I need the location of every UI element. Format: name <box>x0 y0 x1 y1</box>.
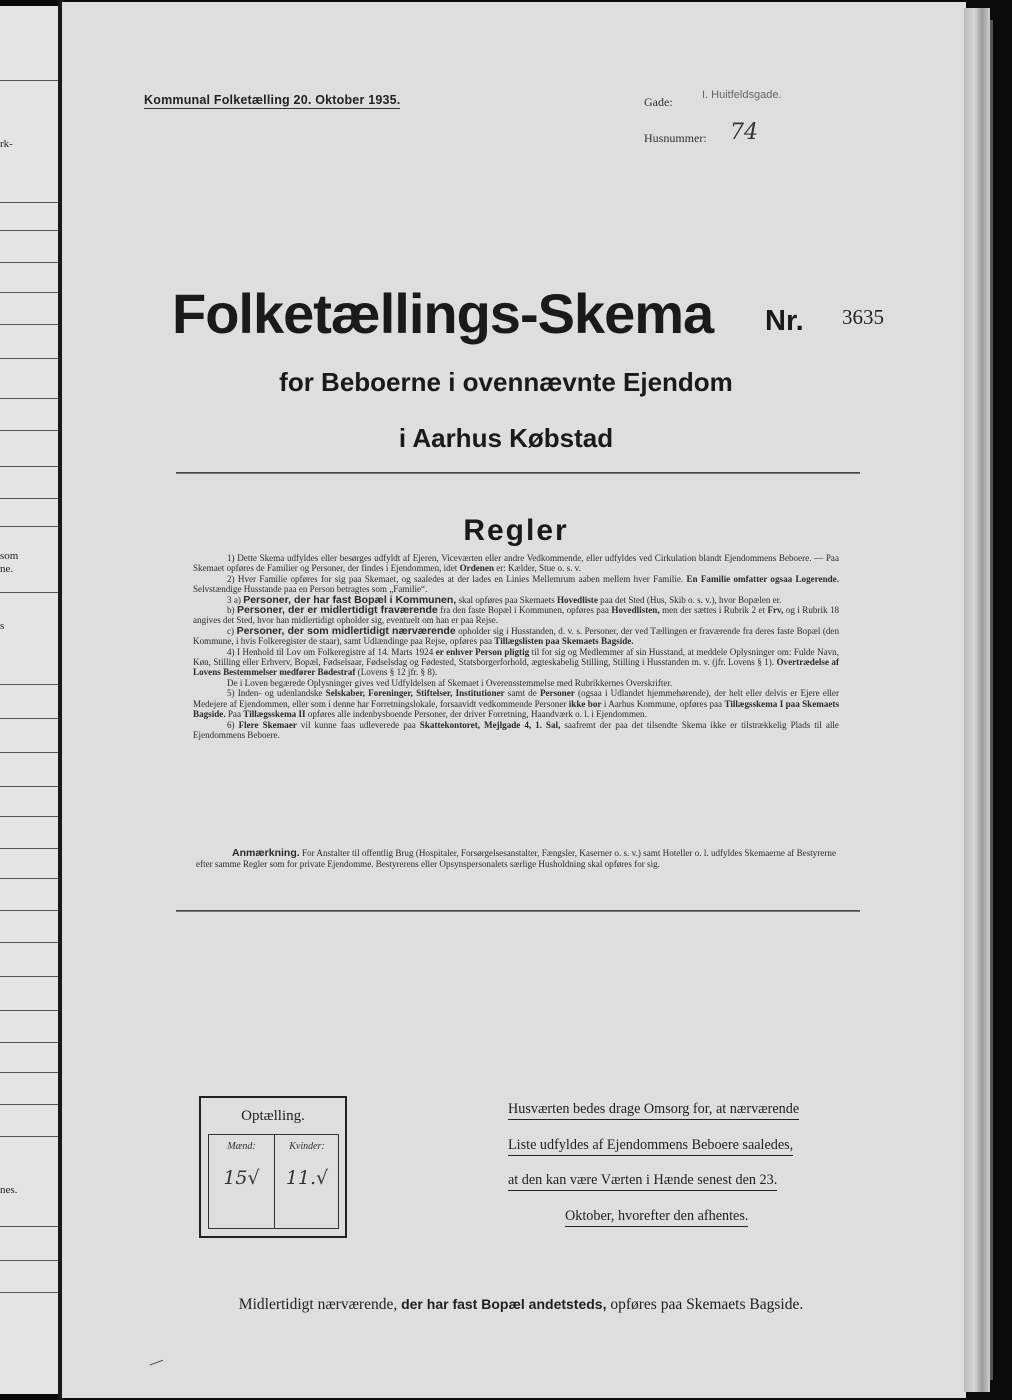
remark-lead: Anmærkning. <box>232 847 300 859</box>
left-page-rule <box>0 498 58 499</box>
left-page-rule <box>0 1042 58 1043</box>
left-page-fragment: ne. <box>0 563 14 575</box>
remark-paragraph <box>196 848 836 869</box>
left-page-rule <box>0 942 58 943</box>
rule-4: 4) I Henhold til Lov om Folkeregistre af 14. Marts 1924 er enhver Person pligtig til for sig og Medlemmer af sin Husstand, at meddele Oplysninger om: Fulde Navn, Køn, Stilling eller Erhverv, Bopæl, Fødselsaar, Fødselsdag og Fødested, Statsborgerforhold, ægteskabelig Stilling, Stilling i Husstanden m. v. (jfr. Lovens § 1). Overtrædelse af Lovens Bestemmelser medfører Bødestraf (Lovens § 12 jfr. § 8). <box>193 646 840 678</box>
left-page-fragment: s <box>0 620 5 632</box>
left-page-fragment: som <box>0 550 19 562</box>
page-edge-stack <box>964 8 990 1392</box>
rule-3b: b) Personer, der er midlertidigt fraværende fra den faste Bopæl i Kommunen, opføres paa Hovedlisten, men der sættes i Rubrik 2 et Frv, og i Rubrik 18 angives det Sted, hvor han midlertidigt opholder sig, eventuelt om han er paa Rejse. <box>193 604 840 626</box>
rule-6: 6) Flere Skemaer vil kunne faas udleverede paa Skattekontoret, Mejlgade 4, 1. Sal, saafremt der paa det tilsendte Skema ikke er tilstrækkelig Plads til alle Ejendommens Beboere. <box>193 719 839 740</box>
rule-3a: 3 a) Personer, der har fast Bopæl i Kommunen, skal opføres paa Skemaets Hovedliste paa det Sted (Hus, Skib o. s. v.), hvor Bopælen er. <box>227 593 782 606</box>
rule-5: 5) Inden- og udenlandske Selskaber, Foreninger, Stiftelser, Institutioner samt de Personer (ogsaa i Udlandet hjemmehørende), der helt eller delvis er Ejere eller Medejere af Ejendommen, eller som i denne har Forretningslokale, forsaavidt vedkommende Personer ikke bor i Aarhus Kommune, opføres paa Tillægsskema I paa Skemaets Bagside. Paa Tillægsskema II opføres alle indenbysboende Personer, der driver Forretning, Haandværk o. l. i Ejendommen. <box>193 688 839 720</box>
left-page-rule <box>0 1072 58 1073</box>
census-header: Kommunal Folketælling 20. Oktober 1935. <box>144 93 401 107</box>
left-page-rule <box>0 1010 58 1011</box>
count-table <box>208 1134 339 1229</box>
left-page-rule <box>0 1104 58 1105</box>
women-count-handwritten: 11.√ <box>285 1167 329 1189</box>
left-page-rule <box>0 1226 58 1227</box>
left-page-rule <box>0 202 58 203</box>
left-page-rule <box>0 262 58 263</box>
women-label: Kvinder: <box>289 1141 325 1152</box>
left-page-rule <box>0 466 58 467</box>
count-title: Optælling. <box>241 1108 305 1124</box>
left-page-rule <box>0 324 58 325</box>
rules-heading: Regler <box>463 514 569 547</box>
rules-text <box>193 553 839 740</box>
house-number-label: Husnummer: <box>644 131 707 145</box>
form-number-label: Nr. <box>765 305 804 337</box>
count-box <box>199 1096 347 1238</box>
rule-3c: c) Personer, der som midlertidigt nærværende opholder sig i Husstanden, d. v. s. Personer, der ved Tællingen er fraværende fra deres faste Bopæl (den Kommune, i hvis Folkeregister de staar), samt Udlændinge paa Rejse, opføres paa Tillægslisten paa Skemaets Bagside. <box>193 624 840 647</box>
left-page-rule <box>0 1260 58 1261</box>
left-page-strip <box>0 6 58 1394</box>
rule-2: 2) Hver Familie opføres for sig paa Skemaet, og saaledes at der lades en Linies Mellemrum aaben mellem hver Familie. En Familie omfatter ogsaa Logerende. Selvstændige Husstande paa en Person betragtes som „Familie“. <box>193 573 839 595</box>
landlord-notice-line: at den kan være Værten i Hænde senest den 23. <box>508 1172 777 1191</box>
left-page-rule <box>0 398 58 399</box>
men-count-handwritten: 15√ <box>223 1167 260 1189</box>
rule-4b: De i Loven begærede Oplysninger gives ved Udfyldelsen af Skemaet i Overensstemmelse med Rubrikkernes Overskrifter. <box>227 677 673 688</box>
page-edge-line <box>990 20 993 1380</box>
form-number-value: 3635 <box>842 305 884 329</box>
landlord-notice-line: Liste udfyldes af Ejendommens Beboere saaledes, <box>508 1137 793 1156</box>
left-page-rule <box>0 592 58 593</box>
left-page-rule <box>0 1292 58 1293</box>
left-page-rule <box>0 292 58 293</box>
left-page-fragment: nes. <box>0 1184 18 1196</box>
divider <box>176 910 860 912</box>
left-page-rule <box>0 878 58 879</box>
left-page-rule <box>0 230 58 231</box>
left-page-rule <box>0 684 58 685</box>
left-page-rule <box>0 358 58 359</box>
left-page-rule <box>0 848 58 849</box>
divider <box>176 472 860 474</box>
footer-instruction: Midlertidigt nærværende, der har fast Bopæl andetsteds, opføres paa Skemaets Bagside. <box>238 1296 804 1313</box>
men-label: Mænd: <box>227 1141 256 1152</box>
left-page-rule <box>0 80 58 81</box>
left-page-rule <box>0 910 58 911</box>
left-page-rule <box>0 752 58 753</box>
street-label: Gade: <box>644 95 673 109</box>
landlord-notice-line: Husværten bedes drage Omsorg for, at nærværende <box>508 1101 799 1120</box>
form-title: Folketællings-Skema <box>172 282 714 345</box>
house-number-handwritten: 74 <box>730 120 758 145</box>
left-page-rule <box>0 976 58 977</box>
remark-text: For Anstalter til offentlig Brug (Hospitaler, Forsørgelsesanstalter, Fængsler, Kaserner o. s. v.) samt Hoteller o. l. udfyldes Skemaerne af Bestyrerne efter samme Regler som for private Ejendomme. Bestyrerens eller Opsynspersonalets særlige Husholdning skal opføres for sig. <box>196 848 836 869</box>
rule-1: 1) Dette Skema udfyldes eller besørges udfyldt af Ejeren, Viceværten eller andre Vedkommende, eller udfyldes ved Cirkulation blandt Ejendommens Beboere. — Paa Skemaet opføres de Familier og Personer, der findes i Ejendommen, idet Ordenen er: Kælder, Stue o. s. v. <box>193 553 839 574</box>
form-subtitle: for Beboerne i ovennævnte Ejendom <box>279 367 733 397</box>
left-page-fragment: rk- <box>0 138 13 150</box>
left-page-rule <box>0 718 58 719</box>
left-page-rule <box>0 816 58 817</box>
form-subtitle-city: i Aarhus Købstad <box>398 423 614 453</box>
street-value-stamp: I. Huitfeldsgade. <box>702 89 782 101</box>
landlord-notice-line: Oktober, hvorefter den afhentes. <box>565 1208 748 1227</box>
left-page-rule <box>0 1136 58 1137</box>
left-page-rule <box>0 786 58 787</box>
